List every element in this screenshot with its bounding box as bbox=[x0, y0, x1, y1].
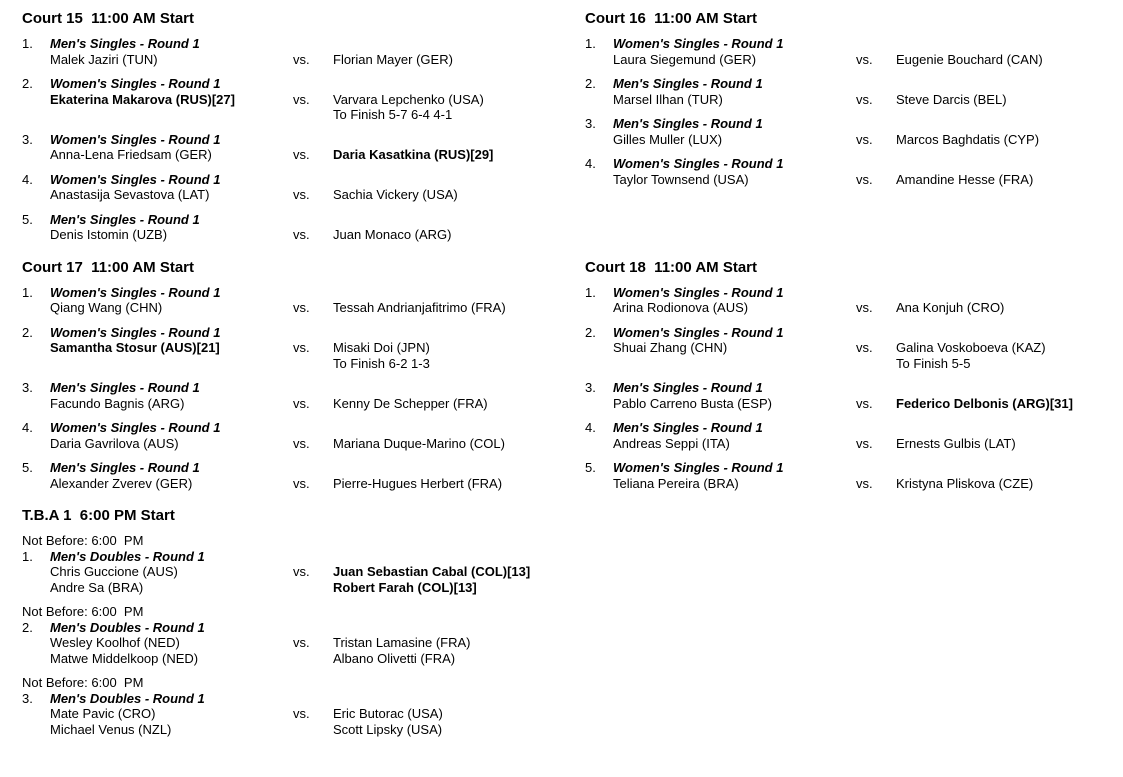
player-name: Wesley Koolhof (NED) bbox=[50, 635, 180, 650]
match-header-line bbox=[585, 460, 1123, 476]
opponent-name: Robert Farah (COL)[13] bbox=[333, 579, 477, 595]
player-name: Chris Guccione (AUS) bbox=[50, 564, 178, 579]
match-header-line bbox=[585, 325, 1123, 341]
match-number: 5. bbox=[22, 460, 33, 475]
opponent-name: Tristan Lamasine (FRA) bbox=[333, 635, 471, 650]
match-number: 5. bbox=[22, 211, 33, 227]
match-name-line bbox=[585, 172, 1123, 188]
match-round-label: Men's Doubles - Round 1 bbox=[50, 619, 205, 635]
match-name-line bbox=[22, 476, 585, 492]
player-name: Facundo Bagnis (ARG) bbox=[50, 395, 185, 411]
match-row bbox=[22, 533, 585, 595]
player-name: Taylor Townsend (USA) bbox=[613, 171, 749, 187]
match-number: 2. bbox=[22, 324, 33, 340]
match-header-line bbox=[22, 380, 585, 396]
match-name-line bbox=[585, 396, 1123, 412]
section-court-17 bbox=[22, 259, 585, 501]
match-header-line bbox=[22, 172, 585, 188]
not-before-line bbox=[22, 675, 585, 691]
match-number: 2. bbox=[585, 76, 596, 91]
vs-label: vs. bbox=[293, 395, 310, 411]
player-name: Andre Sa (BRA) bbox=[50, 579, 144, 595]
match-round-label: Men's Doubles - Round 1 bbox=[50, 690, 205, 706]
player-name: Qiang Wang (CHN) bbox=[50, 300, 163, 315]
match-round-label: Men's Singles - Round 1 bbox=[50, 211, 200, 227]
court-section-title: T.B.A 1 6:00 PM Start bbox=[22, 507, 175, 524]
match-header-line bbox=[585, 285, 1123, 301]
opponent-name: Juan Sebastian Cabal (COL)[13] bbox=[333, 564, 531, 579]
not-before-line bbox=[22, 533, 585, 549]
player-name: Denis Istomin (UZB) bbox=[50, 227, 168, 242]
match-round-label: Men's Singles - Round 1 bbox=[50, 460, 200, 475]
not-before-label: Not Before: 6:00 PM bbox=[22, 533, 144, 548]
vs-label: vs. bbox=[293, 435, 310, 451]
match-number: 1. bbox=[585, 36, 596, 51]
opponent-name: Misaki Doi (JPN) bbox=[333, 340, 430, 355]
match-row bbox=[22, 36, 585, 67]
match-name-line bbox=[585, 340, 1123, 356]
match-round-label: Women's Singles - Round 1 bbox=[613, 324, 784, 340]
match-round-label: Women's Singles - Round 1 bbox=[50, 171, 221, 187]
match-row bbox=[585, 420, 1123, 451]
player-name: Shuai Zhang (CHN) bbox=[613, 340, 728, 355]
vs-label: vs. bbox=[856, 435, 873, 451]
not-before-label: Not Before: 6:00 PM bbox=[22, 675, 144, 690]
match-round-label: Men's Singles - Round 1 bbox=[50, 380, 200, 395]
match-row bbox=[585, 285, 1123, 316]
match-name-line bbox=[22, 436, 585, 452]
match-number: 5. bbox=[585, 460, 596, 475]
opponent-name: Florian Mayer (GER) bbox=[333, 51, 453, 67]
opponent-name: Tessah Andrianjafitrimo (FRA) bbox=[333, 300, 506, 315]
match-header-line bbox=[585, 156, 1123, 172]
match-header-line bbox=[22, 325, 585, 341]
opponent-name: Kenny De Schepper (FRA) bbox=[333, 395, 488, 411]
match-row bbox=[585, 380, 1123, 411]
match-header-line bbox=[22, 420, 585, 436]
section-tba-1 bbox=[22, 507, 585, 746]
match-row bbox=[22, 212, 585, 243]
vs-label: vs. bbox=[856, 171, 873, 187]
match-number: 1. bbox=[585, 284, 596, 300]
vs-label: vs. bbox=[856, 91, 873, 107]
player-name: Samantha Stosur (AUS)[21] bbox=[50, 340, 220, 355]
match-number: 1. bbox=[22, 36, 33, 51]
match-header-line bbox=[22, 691, 585, 707]
match-list bbox=[22, 285, 585, 492]
vs-label: vs. bbox=[856, 300, 873, 315]
match-round-label: Men's Singles - Round 1 bbox=[613, 116, 763, 131]
to-finish-line bbox=[585, 356, 1123, 372]
match-header-line bbox=[22, 285, 585, 301]
player-name: Marsel Ilhan (TUR) bbox=[613, 91, 723, 107]
vs-label: vs. bbox=[293, 475, 310, 491]
match-row bbox=[22, 380, 585, 411]
match-round-label: Men's Doubles - Round 1 bbox=[50, 548, 205, 564]
opponent-name: Eugenie Bouchard (CAN) bbox=[896, 51, 1043, 67]
to-finish-note: To Finish 5-7 6-4 4-1 bbox=[333, 107, 453, 122]
player-name: Ekaterina Makarova (RUS)[27] bbox=[50, 91, 235, 107]
opponent-name: Albano Olivetti (FRA) bbox=[333, 650, 456, 666]
match-row bbox=[22, 460, 585, 491]
match-number: 1. bbox=[22, 548, 33, 564]
vs-label: vs. bbox=[293, 227, 310, 242]
match-row bbox=[22, 675, 585, 737]
match-name-line bbox=[585, 132, 1123, 148]
match-number: 3. bbox=[22, 380, 33, 395]
match-row bbox=[22, 172, 585, 203]
court-section-title: Court 16 11:00 AM Start bbox=[585, 10, 757, 27]
opponent-name: Juan Monaco (ARG) bbox=[333, 227, 452, 242]
match-list bbox=[585, 285, 1123, 492]
match-number: 3. bbox=[22, 690, 33, 706]
player-name: Anna-Lena Friedsam (GER) bbox=[50, 147, 212, 162]
opponent-name: Eric Butorac (USA) bbox=[333, 706, 443, 721]
opponent-name: Ernests Gulbis (LAT) bbox=[896, 435, 1016, 451]
match-number: 4. bbox=[585, 156, 596, 171]
opponent-name: Varvara Lepchenko (USA) bbox=[333, 91, 484, 107]
match-round-label: Women's Singles - Round 1 bbox=[613, 284, 784, 300]
vs-label: vs. bbox=[293, 300, 310, 315]
match-round-label: Women's Singles - Round 1 bbox=[613, 460, 784, 475]
opponent-name: Mariana Duque-Marino (COL) bbox=[333, 435, 505, 451]
vs-label: vs. bbox=[856, 395, 873, 411]
match-row bbox=[22, 76, 585, 123]
match-header-line bbox=[585, 420, 1123, 436]
vs-label: vs. bbox=[856, 51, 873, 67]
match-row bbox=[585, 460, 1123, 491]
match-round-label: Women's Singles - Round 1 bbox=[50, 76, 221, 91]
opponent-name: Pierre-Hugues Herbert (FRA) bbox=[333, 475, 503, 491]
match-number: 2. bbox=[585, 324, 596, 340]
not-before-label: Not Before: 6:00 PM bbox=[22, 604, 144, 619]
opponent-name: Kristyna Pliskova (CZE) bbox=[896, 475, 1034, 491]
match-name-line bbox=[22, 187, 585, 203]
section-court-16 bbox=[585, 10, 1123, 196]
match-name-line bbox=[585, 436, 1123, 452]
vs-label: vs. bbox=[856, 131, 873, 147]
match-number: 2. bbox=[22, 76, 33, 91]
match-number: 4. bbox=[585, 420, 596, 435]
match-header-line bbox=[585, 380, 1123, 396]
opponent-name: Amandine Hesse (FRA) bbox=[896, 171, 1034, 187]
match-name-line bbox=[22, 635, 585, 651]
match-round-label: Women's Singles - Round 1 bbox=[613, 156, 784, 171]
player-name: Teliana Pereira (BRA) bbox=[613, 475, 739, 491]
match-round-label: Women's Singles - Round 1 bbox=[613, 36, 784, 51]
match-name-line bbox=[22, 396, 585, 412]
opponent-name: Marcos Baghdatis (CYP) bbox=[896, 131, 1040, 147]
match-round-label: Men's Singles - Round 1 bbox=[613, 420, 763, 435]
match-number: 3. bbox=[22, 131, 33, 147]
vs-label: vs. bbox=[293, 564, 310, 579]
player-name: Matwe Middelkoop (NED) bbox=[50, 650, 199, 666]
to-finish-note: To Finish 6-2 1-3 bbox=[333, 355, 430, 371]
match-number: 2. bbox=[22, 619, 33, 635]
match-name-line bbox=[585, 92, 1123, 108]
player-name: Anastasija Sevastova (LAT) bbox=[50, 187, 210, 202]
player-name: Arina Rodionova (AUS) bbox=[613, 300, 749, 315]
match-round-label: Women's Singles - Round 1 bbox=[50, 131, 221, 147]
match-name-line bbox=[22, 147, 585, 163]
match-round-label: Men's Singles - Round 1 bbox=[613, 380, 763, 395]
match-row bbox=[585, 325, 1123, 372]
player-name: Daria Gavrilova (AUS) bbox=[50, 435, 179, 451]
player-name: Gilles Muller (LUX) bbox=[613, 131, 723, 147]
opponent-name: Sachia Vickery (USA) bbox=[333, 187, 458, 202]
to-finish-note: To Finish 5-5 bbox=[896, 355, 971, 371]
match-round-label: Men's Singles - Round 1 bbox=[613, 76, 763, 91]
match-header-line bbox=[585, 36, 1123, 52]
match-number: 3. bbox=[585, 116, 596, 131]
match-round-label: Women's Singles - Round 1 bbox=[50, 324, 221, 340]
section-court-18 bbox=[585, 259, 1123, 501]
player-name: Mate Pavic (CRO) bbox=[50, 706, 156, 721]
player-name: Alexander Zverev (GER) bbox=[50, 475, 193, 491]
match-row bbox=[22, 285, 585, 316]
match-header-line bbox=[22, 132, 585, 148]
opponent-name: Federico Delbonis (ARG)[31] bbox=[896, 395, 1073, 411]
vs-label: vs. bbox=[856, 340, 873, 355]
match-header-line bbox=[22, 460, 585, 476]
opponent-name: Steve Darcis (BEL) bbox=[896, 91, 1007, 107]
vs-label: vs. bbox=[293, 51, 310, 67]
match-name-line bbox=[22, 564, 585, 580]
match-number: 4. bbox=[22, 420, 33, 435]
match-list bbox=[22, 533, 585, 737]
match-header-line bbox=[585, 116, 1123, 132]
match-name-line bbox=[585, 52, 1123, 68]
match-row bbox=[585, 36, 1123, 67]
player-name: Michael Venus (NZL) bbox=[50, 721, 172, 737]
match-round-label: Women's Singles - Round 1 bbox=[50, 284, 221, 300]
match-name-line bbox=[22, 52, 585, 68]
match-list bbox=[22, 36, 585, 243]
match-row bbox=[22, 604, 585, 666]
player-name: Pablo Carreno Busta (ESP) bbox=[613, 395, 772, 411]
vs-label: vs. bbox=[293, 187, 310, 202]
match-row bbox=[22, 420, 585, 451]
match-header-line bbox=[22, 212, 585, 228]
opponent-name: Galina Voskoboeva (KAZ) bbox=[896, 340, 1046, 355]
match-number: 1. bbox=[22, 284, 33, 300]
match-row bbox=[585, 156, 1123, 187]
vs-label: vs. bbox=[293, 635, 310, 650]
match-number: 3. bbox=[585, 380, 596, 395]
match-header-line bbox=[22, 549, 585, 565]
match-name-line bbox=[22, 340, 585, 356]
player-name: Laura Siegemund (GER) bbox=[613, 51, 757, 67]
opponent-name: Ana Konjuh (CRO) bbox=[896, 300, 1005, 315]
match-header-line bbox=[22, 36, 585, 52]
match-row bbox=[22, 132, 585, 163]
player-name: Malek Jaziri (TUN) bbox=[50, 51, 158, 67]
section-court-15 bbox=[22, 10, 585, 252]
vs-label: vs. bbox=[293, 340, 310, 355]
match-number: 4. bbox=[22, 171, 33, 187]
vs-label: vs. bbox=[293, 147, 310, 162]
opponent-name: Scott Lipsky (USA) bbox=[333, 721, 443, 737]
match-header-line bbox=[585, 76, 1123, 92]
match-name-line bbox=[585, 300, 1123, 316]
match-name-line bbox=[22, 706, 585, 722]
match-name-line bbox=[22, 651, 585, 667]
vs-label: vs. bbox=[293, 706, 310, 721]
vs-label: vs. bbox=[856, 475, 873, 491]
court-section-title: Court 15 11:00 AM Start bbox=[22, 10, 194, 27]
to-finish-line bbox=[22, 107, 585, 123]
match-list bbox=[585, 36, 1123, 187]
match-row bbox=[22, 325, 585, 372]
match-header-line bbox=[22, 76, 585, 92]
match-header-line bbox=[22, 620, 585, 636]
not-before-line bbox=[22, 604, 585, 620]
vs-label: vs. bbox=[293, 91, 310, 107]
match-name-line bbox=[22, 580, 585, 596]
match-name-line bbox=[22, 92, 585, 108]
player-name: Andreas Seppi (ITA) bbox=[613, 435, 730, 451]
match-row bbox=[585, 76, 1123, 107]
match-name-line bbox=[585, 476, 1123, 492]
match-round-label: Women's Singles - Round 1 bbox=[50, 420, 221, 435]
opponent-name: Daria Kasatkina (RUS)[29] bbox=[333, 147, 494, 162]
match-round-label: Men's Singles - Round 1 bbox=[50, 36, 200, 51]
to-finish-line bbox=[22, 356, 585, 372]
court-section-title: Court 17 11:00 AM Start bbox=[22, 258, 194, 276]
match-name-line bbox=[22, 227, 585, 243]
court-section-title: Court 18 11:00 AM Start bbox=[585, 258, 757, 276]
match-name-line bbox=[22, 300, 585, 316]
match-row bbox=[585, 116, 1123, 147]
match-name-line bbox=[22, 722, 585, 738]
